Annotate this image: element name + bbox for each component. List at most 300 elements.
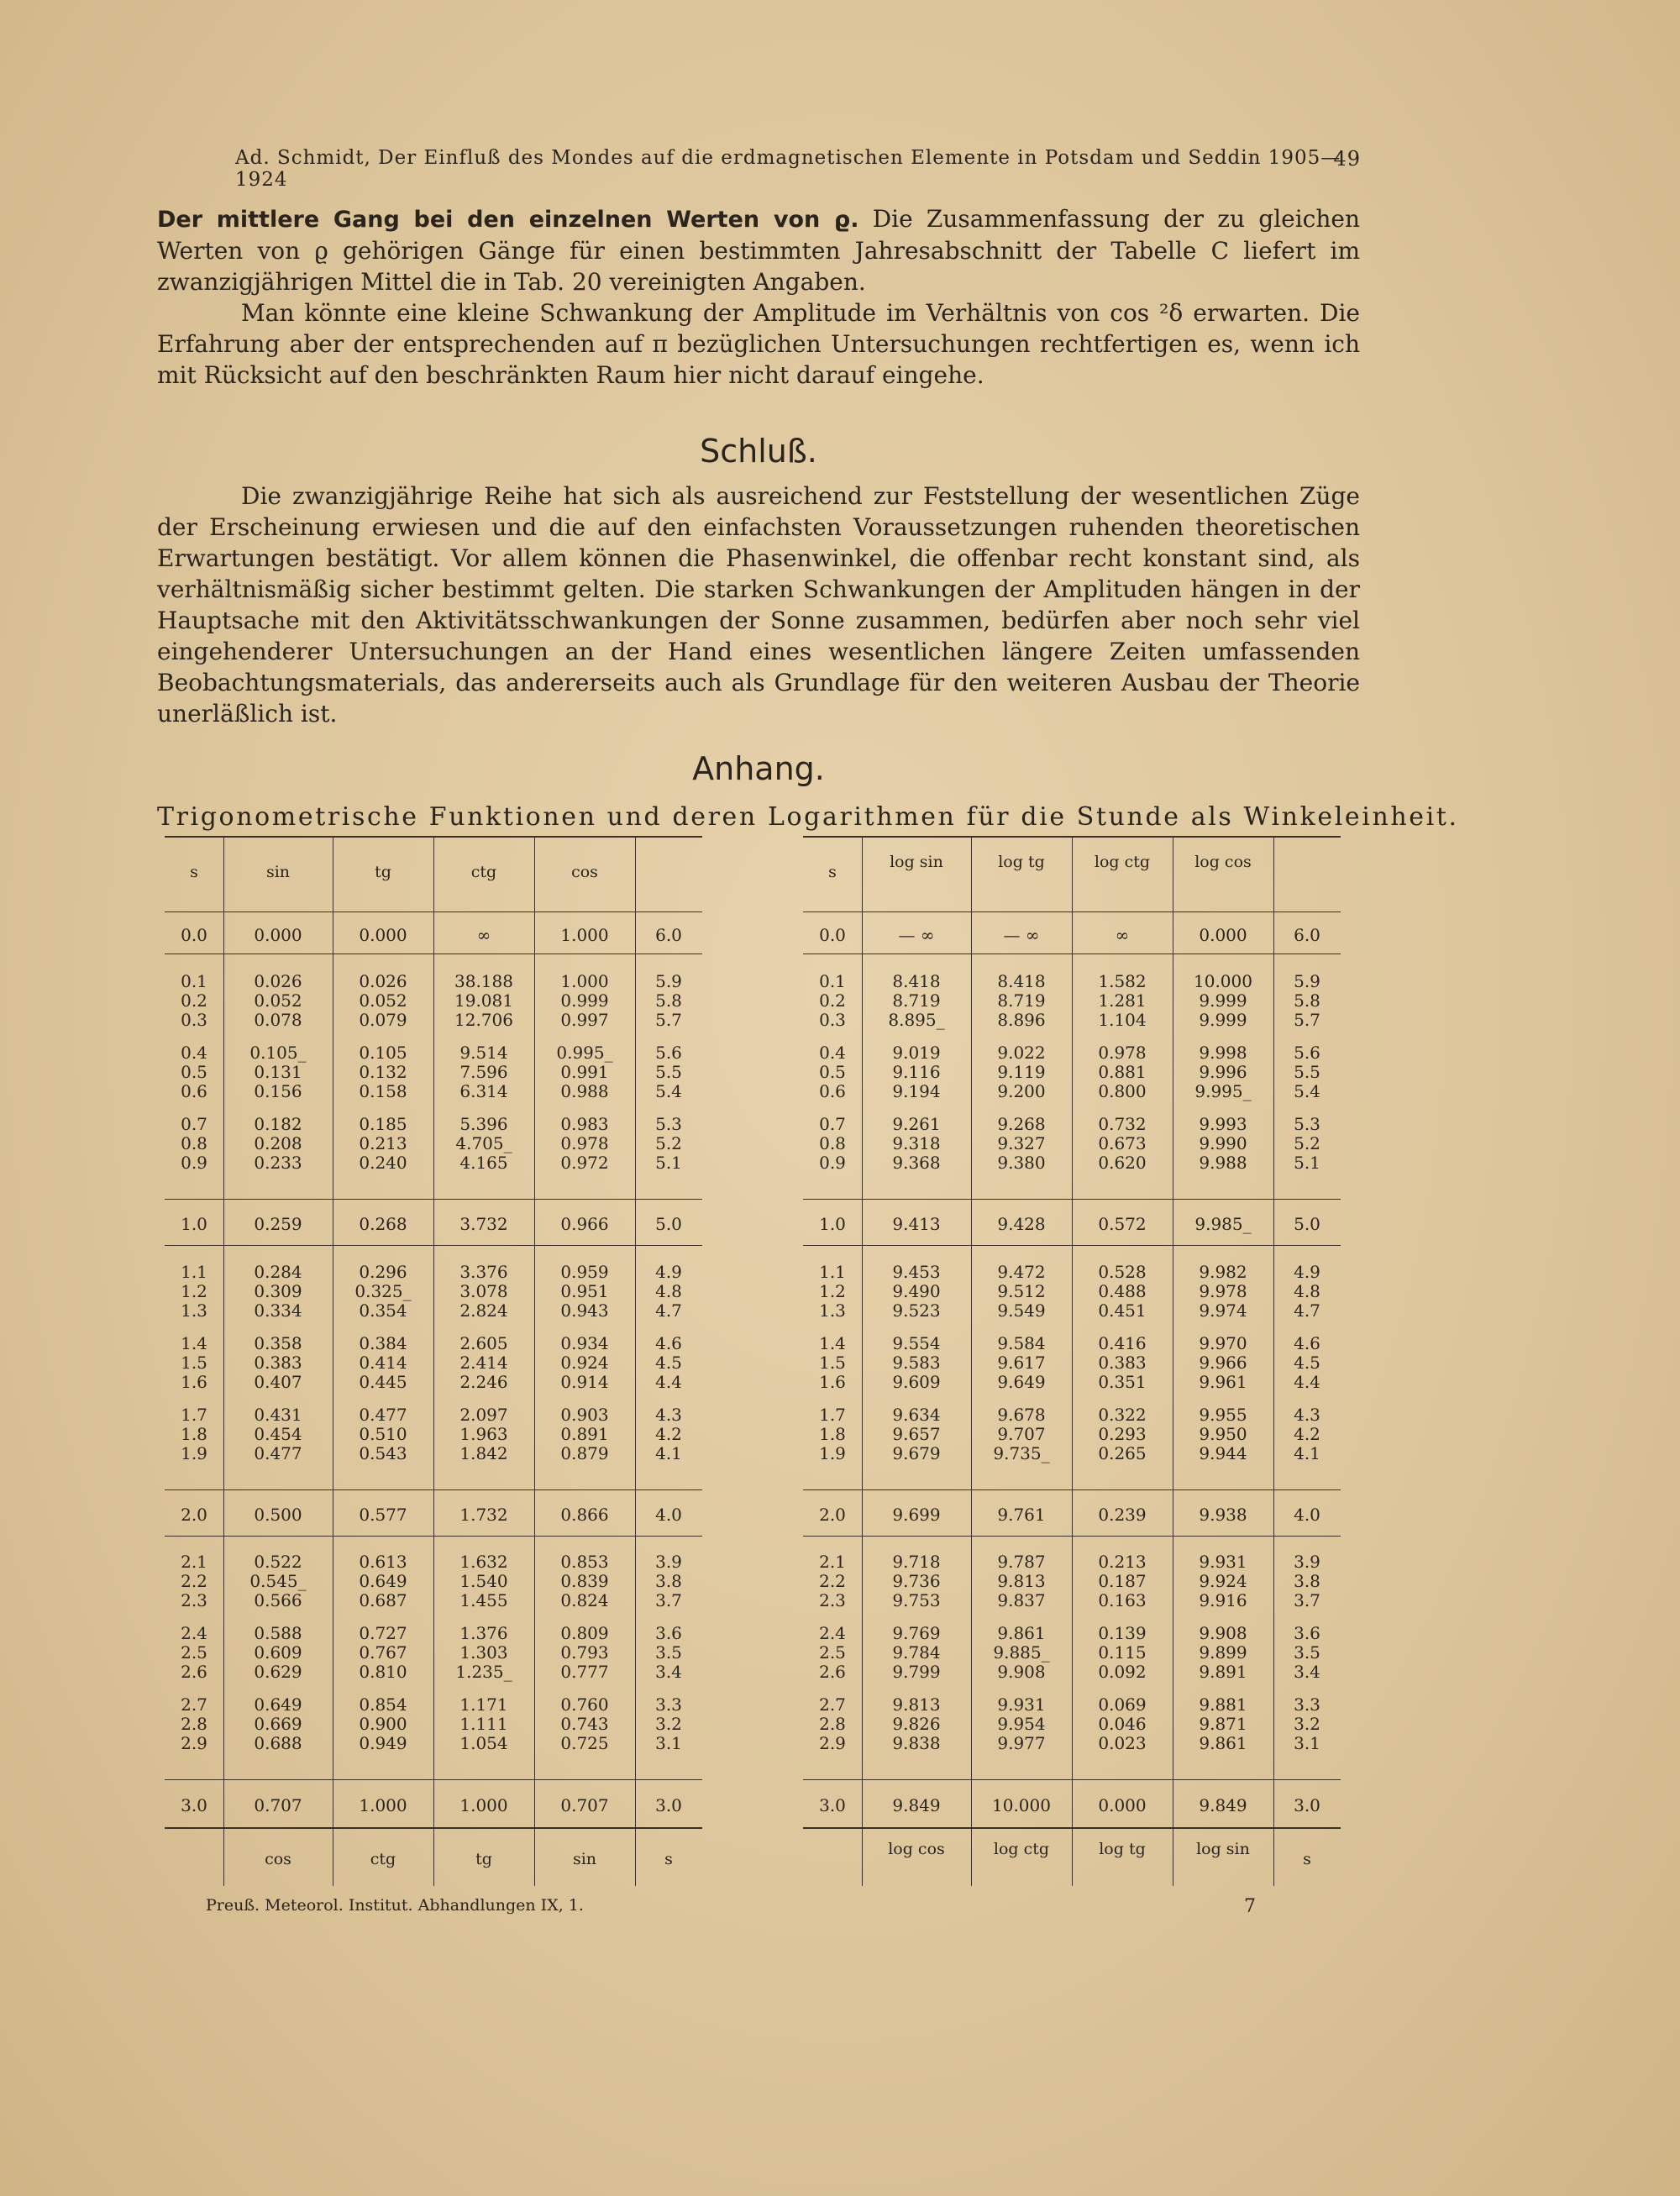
table-cell: 9.970: [1199, 1333, 1247, 1353]
table-cell: 0.972: [560, 1153, 609, 1173]
table-cell: 0.707: [254, 1795, 302, 1815]
table-cell: ∞: [476, 925, 491, 945]
table-cell: 4.9: [1294, 1262, 1320, 1282]
table-cell: 2.9: [181, 1733, 207, 1753]
table-cell: 0.383: [254, 1353, 302, 1373]
table-cell: 0.0: [819, 925, 846, 945]
table-cell: 0.322: [1098, 1405, 1147, 1425]
table-cell: 9.769: [892, 1623, 941, 1643]
table-cell: 2.6: [819, 1662, 846, 1682]
table-cell: 2.605: [459, 1333, 508, 1353]
table-cell: 9.368: [892, 1153, 941, 1173]
section-mittlere-gang: [157, 203, 1360, 391]
table-cell: 4.5: [1294, 1353, 1320, 1373]
heading-anhang: Anhang.: [692, 750, 825, 787]
column-header: ctg: [470, 863, 497, 881]
table-cell: 3.732: [459, 1214, 508, 1234]
table-cell: 1.7: [819, 1405, 846, 1425]
table-cell: 0.6: [819, 1081, 846, 1101]
log-trig-table: [803, 836, 1341, 1890]
table-cell: 0.743: [560, 1714, 609, 1734]
table-cell: 2.5: [181, 1642, 207, 1663]
table-cell: 9.974: [1199, 1300, 1247, 1321]
table-cell: 9.993: [1199, 1114, 1247, 1134]
table-cell: 0.414: [359, 1353, 407, 1373]
table-cell: 12.706: [454, 1010, 513, 1030]
table-cell: 2.824: [459, 1300, 508, 1321]
table-cell: 10.000: [992, 1795, 1051, 1815]
table-cell: 0.265: [1098, 1443, 1147, 1463]
table-cell: 4.7: [655, 1300, 682, 1321]
table-cell: 4.5: [655, 1353, 682, 1373]
table-cell: 0.9: [819, 1153, 846, 1173]
column-footer: log cos: [888, 1840, 945, 1858]
paragraph: [157, 203, 1360, 297]
table-cell: 0.577: [359, 1505, 407, 1525]
table-cell: 9.950: [1199, 1424, 1247, 1444]
table-cell: 1.6: [181, 1372, 207, 1392]
table-cell: 5.6: [655, 1043, 682, 1063]
table-cell: 3.4: [655, 1662, 682, 1682]
table-cell: 0.943: [560, 1300, 609, 1321]
table-cell: 2.0: [819, 1505, 846, 1525]
table-cell: 0.451: [1098, 1300, 1147, 1321]
table-cell: 0.105: [359, 1043, 407, 1063]
table-cell: 9.549: [997, 1300, 1046, 1321]
table-cell: 0.000: [254, 925, 302, 945]
table-cell: 0.688: [254, 1733, 302, 1753]
table-cell: 9.826: [892, 1714, 941, 1734]
table-cell: 2.9: [819, 1733, 846, 1753]
table-cell: 0.613: [359, 1552, 407, 1572]
table-cell: 1.9: [819, 1443, 846, 1463]
table-cell: 8.418: [892, 971, 941, 991]
column-footer: s: [1303, 1850, 1311, 1868]
column-footer: log tg: [1099, 1840, 1146, 1858]
table-cell: 4.7: [1294, 1300, 1320, 1321]
table-cell: 3.9: [1294, 1552, 1320, 1572]
table-cell: 9.554: [892, 1333, 941, 1353]
table-cell: 5.9: [655, 971, 682, 991]
table-cell: 0.839: [560, 1571, 609, 1591]
table-cell: 0.7: [819, 1114, 846, 1134]
table-cell: 2.7: [819, 1694, 846, 1715]
table-cell: 0.079: [359, 1010, 407, 1030]
table-cell: 0.854: [359, 1694, 407, 1715]
table-cell: 0.900: [359, 1714, 407, 1734]
table-cell: 8.418: [997, 971, 1046, 991]
table-cell: 1.104: [1098, 1010, 1147, 1030]
table-cell: 0.187: [1098, 1571, 1147, 1591]
table-cell: 9.707: [997, 1424, 1046, 1444]
table-cell: 1.455: [459, 1590, 508, 1610]
table-cell: ∞: [1115, 925, 1130, 945]
table-cell: 4.9: [655, 1262, 682, 1282]
table-cell: 3.0: [181, 1795, 207, 1815]
table-cell: 0.995_: [556, 1043, 613, 1063]
table-cell: 0.384: [359, 1333, 407, 1353]
table-cell: 9.200: [997, 1081, 1046, 1101]
table-cell: 0.853: [560, 1552, 609, 1572]
table-cell: 0.354: [359, 1300, 407, 1321]
table-cell: 0.351: [1098, 1372, 1147, 1392]
table-cell: 1.963: [459, 1424, 508, 1444]
table-cell: 0.609: [254, 1642, 302, 1663]
table-cell: 1.7: [181, 1405, 207, 1425]
table-cell: 0.208: [254, 1133, 302, 1153]
column-header: log cos: [1194, 853, 1252, 871]
table-cell: 0.296: [359, 1262, 407, 1282]
table-cell: 9.787: [997, 1552, 1046, 1572]
table-cell: 9.634: [892, 1405, 941, 1425]
table-cell: 9.931: [1199, 1552, 1247, 1572]
table-cell: 3.8: [1294, 1571, 1320, 1591]
table-cell: 3.0: [1294, 1795, 1320, 1815]
table-cell: 0.543: [359, 1443, 407, 1463]
table-cell: 0.158: [359, 1081, 407, 1101]
table-cell: 9.944: [1199, 1443, 1247, 1463]
table-cell: 0.988: [560, 1081, 609, 1101]
table-cell: 0.649: [359, 1571, 407, 1591]
table-cell: 9.982: [1199, 1262, 1247, 1282]
column-footer: log sin: [1196, 1840, 1250, 1858]
column-header: log ctg: [1094, 853, 1151, 871]
table-cell: 9.679: [892, 1443, 941, 1463]
table-cell: 0.881: [1098, 1062, 1147, 1082]
table-cell: 1.1: [819, 1262, 846, 1282]
table-cell: 0.284: [254, 1262, 302, 1282]
table-cell: 0.959: [560, 1262, 609, 1282]
table-cell: 2.4: [819, 1623, 846, 1643]
table-cell: 3.376: [459, 1262, 508, 1282]
table-cell: 1.0: [819, 1214, 846, 1234]
table-cell: 0.500: [254, 1505, 302, 1525]
table-cell: 0.309: [254, 1281, 302, 1301]
paragraph: Die zwanzigjährige Reihe hat sich als ausreichend zur Feststellung der wesentlichen Züge der Erscheinung erwiesen und die auf den einfachsten Voraussetzungen ruhenden theoretischen Erwartungen bestätigt. Vor allem können die Phasenwinkel, die offenbar recht konstant sind, als verhältnismäßig sicher bestimmt gelten. Die starken Schwankungen der Amplituden hängen in der Hauptsache mit den Aktivitätsschwankungen der Sonne zusammen, bedürfen aber noch sehr viel eingehenderer Untersuchungen an der Hand eines wesentlichen längere Zeiten umfassenden Beobachtungsmaterials, das andererseits auch als Grundlage für den weiteren Ausbau der Theorie unerläßlich ist.: [157, 482, 1360, 728]
table-cell: 0.629: [254, 1662, 302, 1682]
table-cell: 0.924: [560, 1353, 609, 1373]
table-cell: 0.185: [359, 1114, 407, 1134]
table-cell: 5.5: [1294, 1062, 1320, 1082]
table-cell: 4.0: [1294, 1505, 1320, 1525]
table-cell: 0.760: [560, 1694, 609, 1715]
table-cell: 0.454: [254, 1424, 302, 1444]
table-cell: 0.5: [819, 1062, 846, 1082]
table-cell: 0.3: [181, 1010, 207, 1030]
table-cell: 2.1: [819, 1552, 846, 1572]
table-cell: 2.246: [459, 1372, 508, 1392]
table-cell: 3.5: [1294, 1642, 1320, 1663]
table-cell: 1.842: [459, 1443, 508, 1463]
table-cell: 0.903: [560, 1405, 609, 1425]
table-cell: 2.5: [819, 1642, 846, 1663]
page-footer: [206, 1896, 1256, 1915]
table-cell: 0.213: [359, 1133, 407, 1153]
table-cell: 9.318: [892, 1133, 941, 1153]
table-cell: 0.620: [1098, 1153, 1147, 1173]
table-cell: 1.171: [459, 1694, 508, 1715]
table-cell: 5.0: [655, 1214, 682, 1234]
table-cell: 0.914: [560, 1372, 609, 1392]
table-cell: 0.725: [560, 1733, 609, 1753]
table-cell: 5.2: [655, 1133, 682, 1153]
table-cell: 9.413: [892, 1214, 941, 1234]
table-cell: 0.000: [359, 925, 407, 945]
table-cell: 9.583: [892, 1353, 941, 1373]
table-cell: 9.988: [1199, 1153, 1247, 1173]
table-cell: 9.837: [997, 1590, 1046, 1610]
table-cell: 4.3: [655, 1405, 682, 1425]
table-cell: 1.4: [181, 1333, 207, 1353]
table-cell: 0.052: [359, 990, 407, 1011]
table-cell: 1.582: [1098, 971, 1147, 991]
table-cell: 0.069: [1098, 1694, 1147, 1715]
table-cell: 0.707: [560, 1795, 609, 1815]
column-header: tg: [375, 863, 391, 881]
column-header: log tg: [998, 853, 1045, 871]
table-cell: 1.281: [1098, 990, 1147, 1011]
table-cell: 4.8: [655, 1281, 682, 1301]
table-cell: 5.8: [1294, 990, 1320, 1011]
table-cell: 0.522: [254, 1552, 302, 1572]
table-cell: 9.261: [892, 1114, 941, 1134]
table-cell: 3.2: [655, 1714, 682, 1734]
table-cell: 3.078: [459, 1281, 508, 1301]
table-cell: 0.407: [254, 1372, 302, 1392]
table-cell: 1.5: [819, 1353, 846, 1373]
table-cell: 0.588: [254, 1623, 302, 1643]
table-cell: 5.1: [1294, 1153, 1320, 1173]
table-cell: 2.8: [181, 1714, 207, 1734]
table-cell: 0.673: [1098, 1133, 1147, 1153]
table-cell: 0.3: [819, 1010, 846, 1030]
section-schluss: [157, 481, 1360, 729]
table-cell: 3.4: [1294, 1662, 1320, 1682]
table-cell: 9.861: [1199, 1733, 1247, 1753]
column-header: sin: [265, 863, 291, 881]
table-cell: 1.000: [459, 1795, 508, 1815]
table-cell: 0.092: [1098, 1662, 1147, 1682]
paragraph-text: Die Zusammenfassung der zu gleichen Werten von ϱ gehörigen Gänge für einen bestimmten Jahresabschnitt der Tabelle C liefert im zwanzigjährigen Mittel die in Tab. 20 vereinigten Angaben.: [157, 205, 1360, 296]
table-cell: 3.2: [1294, 1714, 1320, 1734]
table-cell: 9.657: [892, 1424, 941, 1444]
table-cell: 9.938: [1199, 1505, 1247, 1525]
table-cell: 4.4: [1294, 1372, 1320, 1392]
table-cell: 0.131: [254, 1062, 302, 1082]
table-cell: 0.649: [254, 1694, 302, 1715]
column-footer: s: [664, 1850, 673, 1868]
table-cell: 8.895_: [888, 1010, 945, 1030]
table-cell: 0.951: [560, 1281, 609, 1301]
table-cell: 9.908: [997, 1662, 1046, 1682]
table-cell: 9.512: [997, 1281, 1046, 1301]
column-header: s: [828, 863, 837, 881]
table-cell: 0.566: [254, 1590, 302, 1610]
table-cell: 9.617: [997, 1353, 1046, 1373]
table-cell: 3.6: [1294, 1623, 1320, 1643]
table-cell: 1.000: [560, 925, 609, 945]
table-cell: 9.116: [892, 1062, 941, 1082]
table-cell: 3.3: [1294, 1694, 1320, 1715]
table-cell: 0.182: [254, 1114, 302, 1134]
table-cell: 5.9: [1294, 971, 1320, 991]
table-cell: 9.678: [997, 1405, 1046, 1425]
table-cell: 0.132: [359, 1062, 407, 1082]
table-cell: 0.9: [181, 1153, 207, 1173]
table-cell: 4.6: [1294, 1333, 1320, 1353]
table-cell: 0.7: [181, 1114, 207, 1134]
table-cell: 0.545_: [249, 1571, 307, 1591]
table-cell: 2.1: [181, 1552, 207, 1572]
table-cell: 9.899: [1199, 1642, 1247, 1663]
table-cell: 0.732: [1098, 1114, 1147, 1134]
table-cell: 6.314: [459, 1081, 508, 1101]
table-cell: 5.4: [1294, 1081, 1320, 1101]
table-cell: 2.2: [181, 1571, 207, 1591]
table-cell: 2.097: [459, 1405, 508, 1425]
table-cell: 0.0: [181, 925, 207, 945]
table-cell: 1.4: [819, 1333, 846, 1353]
table-cell: 4.3: [1294, 1405, 1320, 1425]
table-cell: 9.871: [1199, 1714, 1247, 1734]
table-cell: 0.268: [359, 1214, 407, 1234]
table-cell: — ∞: [898, 925, 935, 945]
table-cell: 0.078: [254, 1010, 302, 1030]
table-cell: 0.983: [560, 1114, 609, 1134]
table-cell: 0.259: [254, 1214, 302, 1234]
table-cell: 0.115: [1098, 1642, 1147, 1663]
table-cell: — ∞: [1003, 925, 1040, 945]
table-cell: 9.022: [997, 1043, 1046, 1063]
table-cell: 9.735_: [993, 1443, 1050, 1463]
table-cell: 0.528: [1098, 1262, 1147, 1282]
table-cell: 1.2: [819, 1281, 846, 1301]
table-cell: 9.327: [997, 1133, 1046, 1153]
table-cell: 0.809: [560, 1623, 609, 1643]
table-cell: 0.1: [819, 971, 846, 991]
table-cell: 0.052: [254, 990, 302, 1011]
column-header: log sin: [890, 853, 943, 871]
table-cell: 9.978: [1199, 1281, 1247, 1301]
sheet-number: 7: [1244, 1896, 1256, 1917]
table-cell: 7.596: [459, 1062, 508, 1082]
footer-source: Preuß. Meteorol. Institut. Abhandlungen IX, 1.: [206, 1896, 584, 1915]
table-cell: 9.931: [997, 1694, 1046, 1715]
table-cell: 0.213: [1098, 1552, 1147, 1572]
table-cell: 2.6: [181, 1662, 207, 1682]
table-cell: 5.8: [655, 990, 682, 1011]
table-cell: 9.961: [1199, 1372, 1247, 1392]
table-cell: 1.632: [459, 1552, 508, 1572]
table-cell: 0.156: [254, 1081, 302, 1101]
table-cell: 5.6: [1294, 1043, 1320, 1063]
table-cell: 9.453: [892, 1262, 941, 1282]
column-footer: ctg: [370, 1850, 396, 1868]
column-footer: sin: [572, 1850, 597, 1868]
table-cell: 0.793: [560, 1642, 609, 1663]
table-cell: 4.705_: [455, 1133, 512, 1153]
table-cell: 0.233: [254, 1153, 302, 1173]
table-cell: 0.879: [560, 1443, 609, 1463]
table-cell: 3.7: [655, 1590, 682, 1610]
table-cell: 9.849: [1199, 1795, 1247, 1815]
table-cell: 9.977: [997, 1733, 1046, 1753]
table-cell: 0.325_: [354, 1281, 412, 1301]
table-cell: 19.081: [454, 990, 513, 1011]
table-cell: 9.472: [997, 1262, 1046, 1282]
table-cell: 1.5: [181, 1353, 207, 1373]
table-cell: 0.293: [1098, 1424, 1147, 1444]
table-cell: 5.396: [459, 1114, 508, 1134]
table-cell: 0.000: [1098, 1795, 1147, 1815]
table-cell: 0.239: [1098, 1505, 1147, 1525]
table-cell: 6.0: [1294, 925, 1320, 945]
table-cell: 0.431: [254, 1405, 302, 1425]
trig-table: [165, 836, 702, 1890]
table-cell: 0.810: [359, 1662, 407, 1682]
table-cell: 4.1: [655, 1443, 682, 1463]
table-cell: 0.105_: [249, 1043, 307, 1063]
table-cell: 0.445: [359, 1372, 407, 1392]
table-cell: 0.2: [819, 990, 846, 1011]
table-cell: 3.7: [1294, 1590, 1320, 1610]
table-cell: 1.111: [459, 1714, 508, 1734]
table-cell: 0.1: [181, 971, 207, 991]
table-cell: 5.3: [1294, 1114, 1320, 1134]
table-cell: 38.188: [454, 971, 513, 991]
table-cell: 3.1: [1294, 1733, 1320, 1753]
table-cell: 4.4: [655, 1372, 682, 1392]
table-cell: 0.866: [560, 1505, 609, 1525]
table-cell: 9.490: [892, 1281, 941, 1301]
table-cell: 0.334: [254, 1300, 302, 1321]
table-cell: 5.2: [1294, 1133, 1320, 1153]
table-cell: 9.514: [459, 1043, 508, 1063]
table-cell: 0.8: [181, 1133, 207, 1153]
table-cell: 2.4: [181, 1623, 207, 1643]
column-footer: log ctg: [993, 1840, 1050, 1858]
running-header: [235, 147, 1361, 191]
table-cell: 9.881: [1199, 1694, 1247, 1715]
table-cell: 9.891: [1199, 1662, 1247, 1682]
table-cell: 9.380: [997, 1153, 1046, 1173]
table-cell: 2.0: [181, 1505, 207, 1525]
table-cell: 1.3: [819, 1300, 846, 1321]
table-cell: 1.8: [181, 1424, 207, 1444]
table-cell: 0.488: [1098, 1281, 1147, 1301]
table-cell: 9.985_: [1194, 1214, 1252, 1234]
table-cell: 4.2: [1294, 1424, 1320, 1444]
table-cell: 0.978: [1098, 1043, 1147, 1063]
table-cell: 8.719: [997, 990, 1046, 1011]
table-cell: 0.046: [1098, 1714, 1147, 1734]
table-cell: 0.997: [560, 1010, 609, 1030]
table-cell: 0.978: [560, 1133, 609, 1153]
table-cell: 9.838: [892, 1733, 941, 1753]
table-cell: 2.2: [819, 1571, 846, 1591]
table-cell: 4.1: [1294, 1443, 1320, 1463]
table-cell: 9.885_: [993, 1642, 1050, 1663]
table-cell: 9.194: [892, 1081, 941, 1101]
table-cell: 5.7: [1294, 1010, 1320, 1030]
table-cell: 9.908: [1199, 1623, 1247, 1643]
table-cell: 9.268: [997, 1114, 1046, 1134]
table-cell: 1.6: [819, 1372, 846, 1392]
table-cell: 5.3: [655, 1114, 682, 1134]
page-number: 49: [1333, 147, 1361, 171]
table-cell: 3.6: [655, 1623, 682, 1643]
table-cell: 9.523: [892, 1300, 941, 1321]
